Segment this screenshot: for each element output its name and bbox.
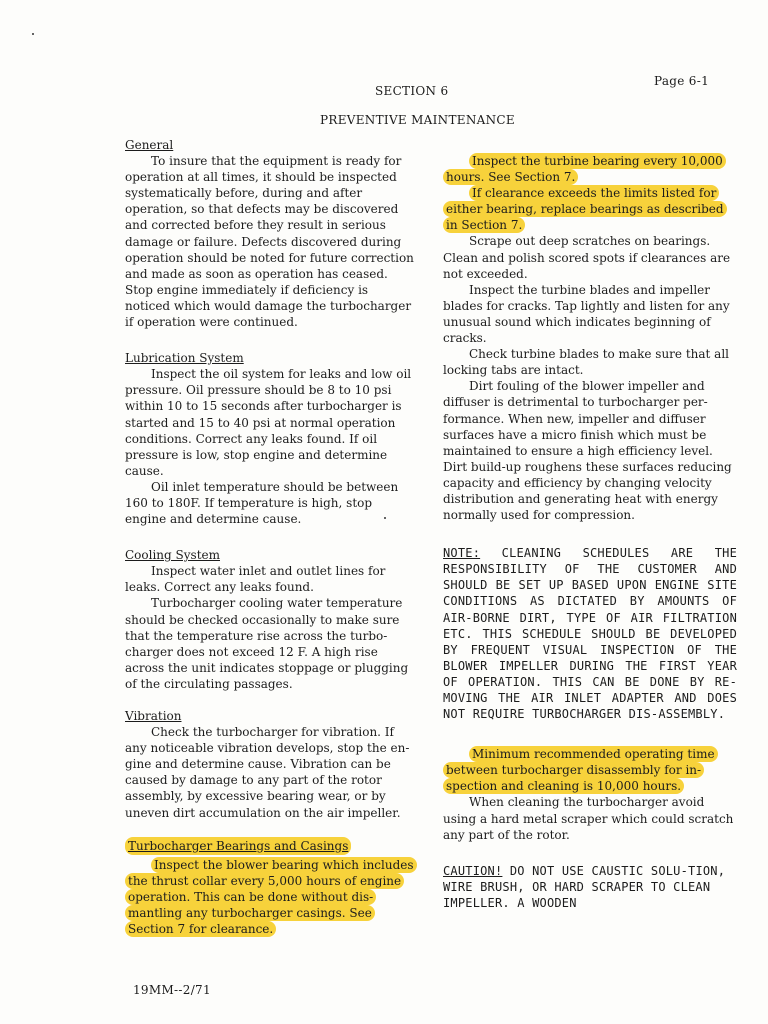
minimum-operating-time-paragraph-highlighted: Minimum recommended operating time between turbocharger disassembly for in-spection and cleaning is 10,000 hours. bbox=[443, 746, 718, 794]
scrape-paragraph: Scrape out deep scratches on bearings. Clean and polish scored spots if clearances are not exceeded. bbox=[443, 234, 731, 281]
dirt-fouling-paragraph: Dirt fouling of the blower impeller and diffuser is detrimental to turbocharger per-formance. When new, impeller and diffuser surfaces have a micro finish which must be maintained to ensure a high efficiency level. Dirt build-up roughens these surfaces reducing capacity and efficiency by changing velocity distribution and generating heat with energy normally used for compression. bbox=[443, 379, 732, 523]
caution-label: CAUTION! bbox=[443, 863, 503, 878]
lubrication-paragraph-2: Oil inlet temperature should be between 160 to 180F. If temperature is high, stop engine and determine cause. bbox=[125, 479, 399, 527]
heading-vibration: Vibration bbox=[125, 709, 182, 723]
caution-text: DO NOT USE CAUSTIC SOLU-TION, WIRE BRUSH, OR HARD SCRAPER TO CLEAN IMPELLER. A WOODEN bbox=[443, 863, 726, 910]
heading-cooling-system: Cooling System bbox=[125, 548, 220, 563]
clearance-paragraph-highlighted: If clearance exceeds the limits listed for either bearing, replace bearings as described in Section 7. bbox=[443, 185, 727, 233]
right-column bbox=[443, 153, 737, 911]
cleaning-paragraph: When cleaning the turbocharger avoid using a hard metal scraper which could scratch any part of the rotor. bbox=[443, 795, 734, 842]
heading-lubrication-system: Lubrication System bbox=[125, 351, 244, 366]
note-block bbox=[443, 545, 737, 722]
bearings-paragraph-highlighted: Inspect the blower bearing which includes the thrust collar every 5,000 hours of engine operation. This can be done without dis-mantling any turbocharger casings. See Section 7 for clearance. bbox=[125, 857, 417, 937]
caution-block bbox=[443, 863, 737, 911]
inspect-blades-paragraph: Inspect the turbine blades and impeller blades for cracks. Tap lightly and listen for any unusual sound which indicates beginning of cracks. bbox=[443, 282, 730, 346]
page-title: PREVENTIVE MAINTENANCE bbox=[320, 113, 515, 127]
general-paragraph: To insure that the equipment is ready for operation at all times, it should be inspected systematically before, during and after operation, so that defects may be discovered and corrected before they result in serious damage or failure. Defects discovered during operation should be noted for future correction and made as soon as operation has ceased. Stop engine immediately if deficiency is noticed which would damage the turbocharger if operation were continued. bbox=[125, 154, 414, 330]
scan-speck bbox=[32, 33, 34, 35]
page-number: Page 6-1 bbox=[654, 74, 710, 88]
section-label: SECTION 6 bbox=[375, 84, 449, 98]
footer-code: 19MM--2/71 bbox=[133, 983, 211, 997]
note-label: NOTE: bbox=[443, 546, 481, 561]
cooling-paragraph-1: Inspect water inlet and outlet lines for leaks. Correct any leaks found. bbox=[125, 564, 386, 595]
left-column bbox=[125, 137, 415, 937]
vibration-paragraph: Check the turbocharger for vibration. If any noticeable vibration develops, stop the en-gine and determine cause. Vibration can be caused by damage to any part of the rotor assembly, by excessive bearing wear, or by uneven dirt accumulation on the air impeller. bbox=[125, 725, 410, 820]
locking-tabs-paragraph: Check turbine blades to make sure that all locking tabs are intact. bbox=[443, 347, 729, 378]
heading-bearings-and-casings: Turbocharger Bearings and Casings bbox=[125, 837, 351, 855]
heading-general: General bbox=[125, 138, 174, 152]
lubrication-paragraph-1: Inspect the oil system for leaks and low oil pressure. Oil pressure should be 8 to 10 psi within 10 to 15 seconds after turbocharger is started and 15 to 40 psi at normal operation conditions. Correct any leaks found. If oil pressure is low, stop engine and determine cause. bbox=[125, 367, 412, 478]
cooling-paragraph-2: Turbocharger cooling water temperature should be checked occasionally to make sure that the temperature rise across the turbo-charger does not exceed 12 F. A high rise across the unit indicates stoppage or plugging of the circulating passages. bbox=[125, 596, 409, 691]
turbine-bearing-paragraph-highlighted: Inspect the turbine bearing every 10,000 hours. See Section 7. bbox=[443, 153, 726, 185]
note-text: CLEANING SCHEDULES ARE THE RESPONSIBILITY OF THE CUSTOMER AND SHOULD BE SET UP BASED UPON ENGINE SITE CONDITIONS AS DICTATED BY AMOUNTS OF AIR-BORNE DIRT, TYPE OF AIR FILTRATION ETC. THIS SCHEDULE SHOULD BE DEVELOPED BY FREQUENT VISUAL INSPECTION OF THE BLOWER IMPELLER DURING THE FIRST YEAR OF OPERATION. THIS CAN BE DONE BY RE-MOVING THE AIR INLET ADAPTER AND DOES NOT REQUIRE TURBOCHARGER DIS-ASSEMBLY. bbox=[443, 546, 737, 722]
